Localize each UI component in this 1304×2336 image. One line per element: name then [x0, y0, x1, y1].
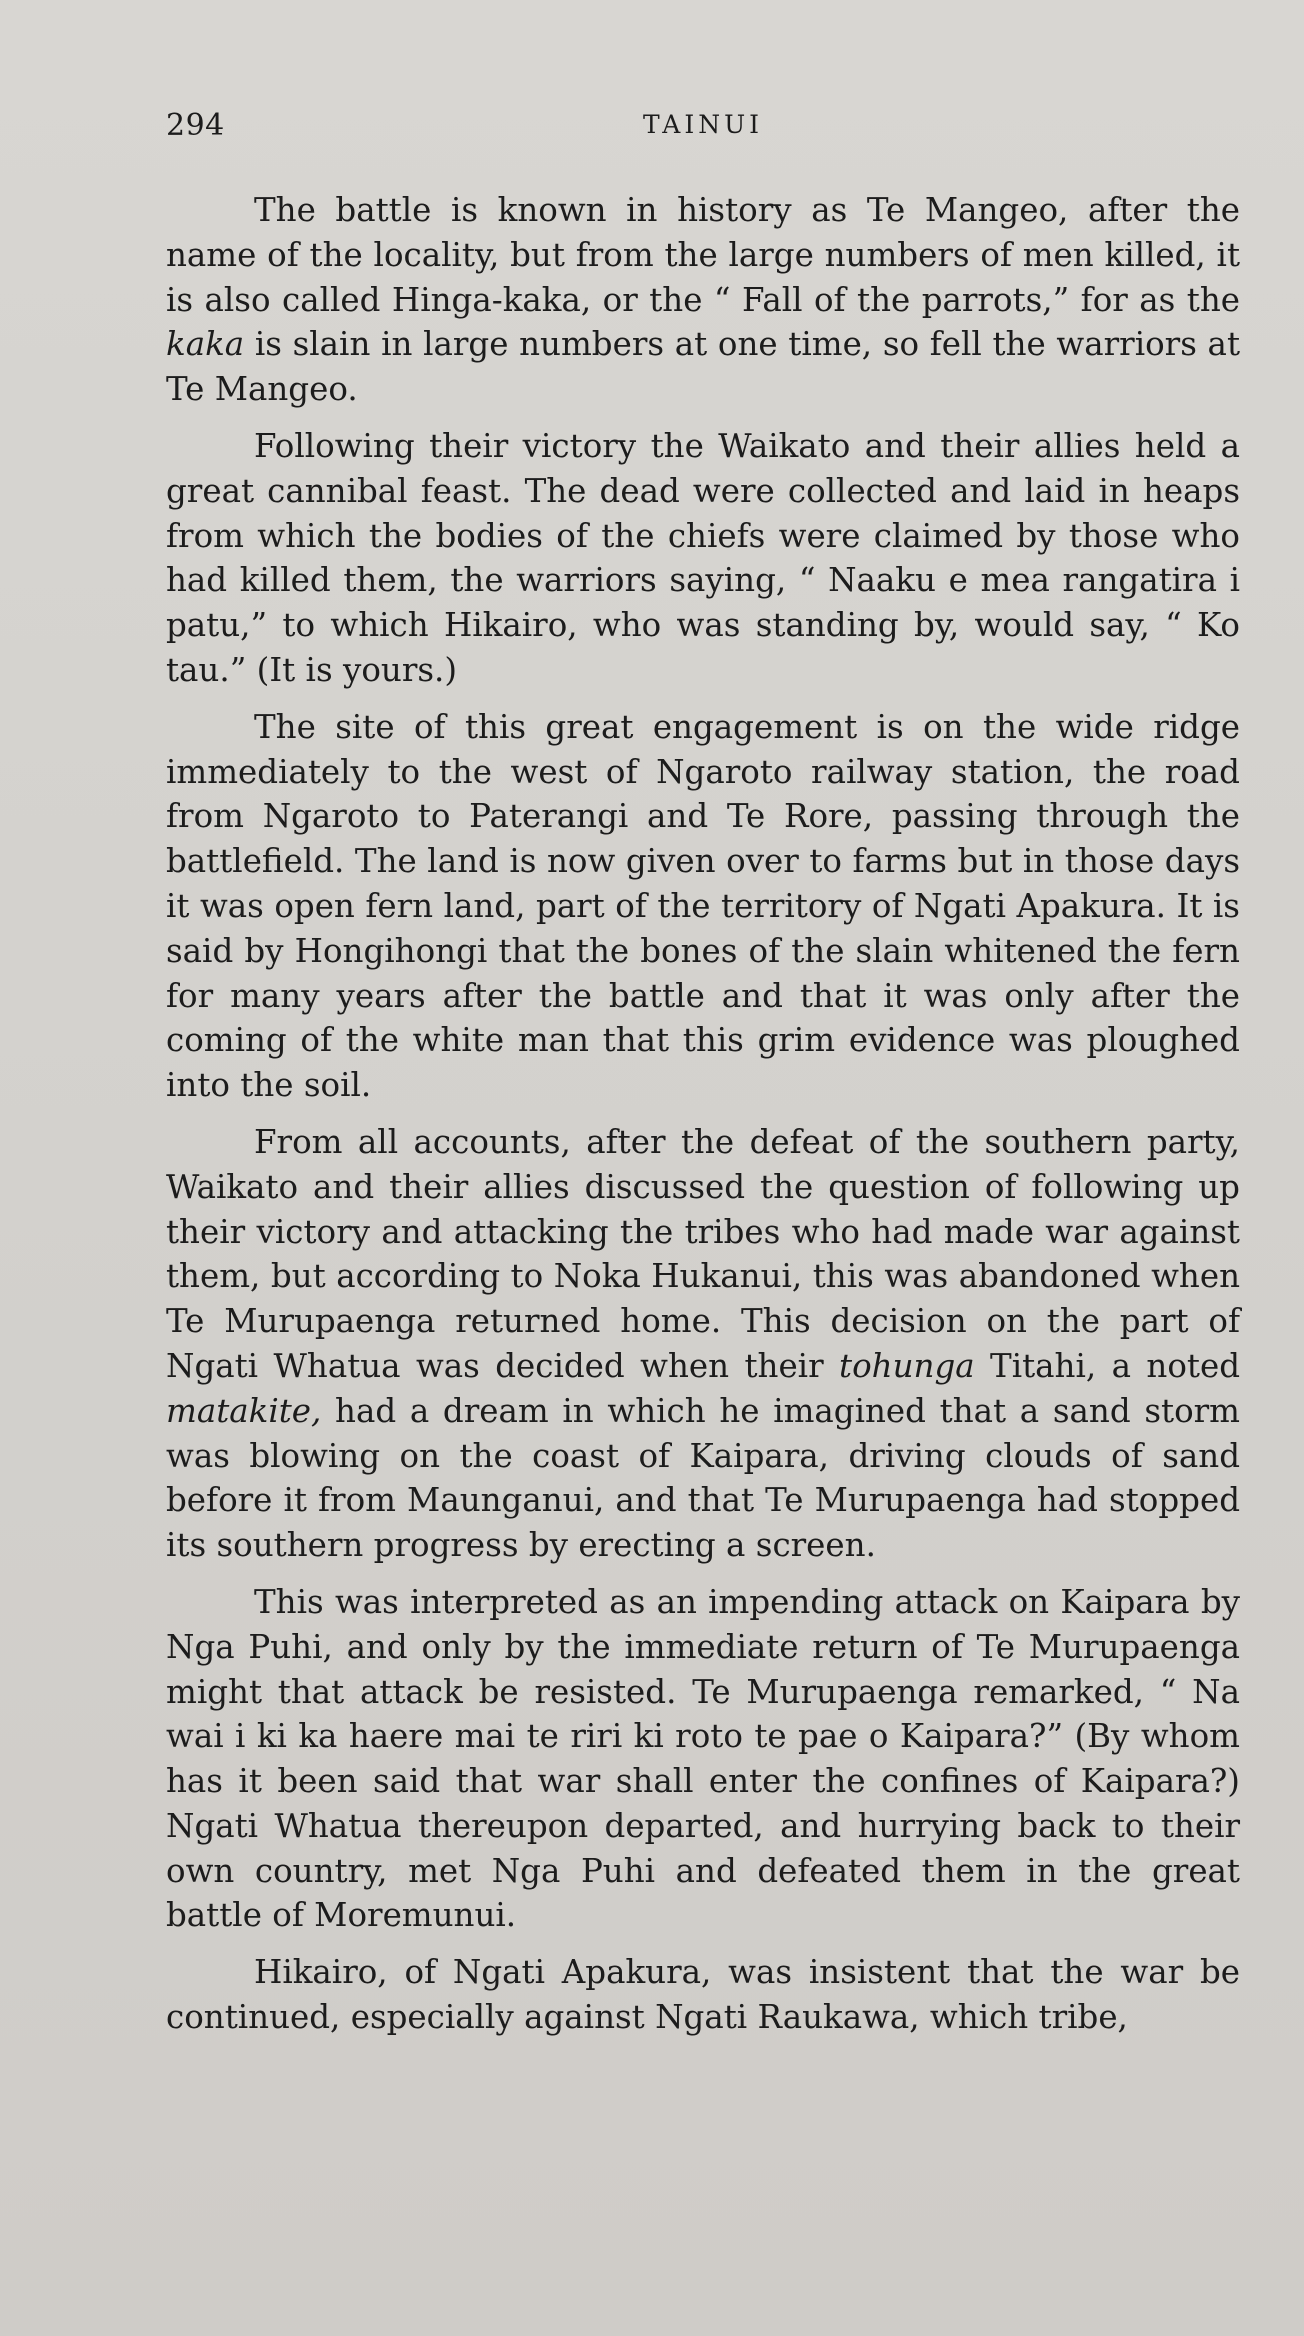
body-text — [166, 188, 1240, 2052]
italic-term: tohunga — [839, 1346, 975, 1385]
text-run: This was interpreted as an impending attack on Kaipara by Nga Puhi, and only by the immediate return of Te Murupaenga might that attack be resisted. Te Murupaenga remarked, “ Na wai i ki ka haere mai te riri ki roto te pae o Kaipara?” (By whom has it been said that war shall enter the confines of Kaipara?) Ngati Whatua thereupon departed, and hurrying back to their own country, met Nga Puhi and defeated them in the great battle of Moremunui. — [166, 1582, 1240, 1935]
text-run: From all accounts, after the defeat of the southern party, Waikato and their allies discussed the question of following up their victory and attacking the tribes who had made war against them, but according to Noka Hukanui, this was abandoned when Te Murupaenga returned home. This decision on the part of Ngati Whatua was decided when their — [166, 1122, 1240, 1385]
text-run: Following their victory the Waikato and their allies held a great cannibal feast. The dead were collected and laid in heaps from which the bodies of the chiefs were claimed by those who had killed them, the warriors saying, “ Naaku e mea rangatira i patu,” to which Hikairo, who was standing by, would say, “ Ko tau.” (It is yours.) — [166, 426, 1240, 689]
page-number: 294 — [166, 108, 225, 143]
paragraph — [166, 1120, 1240, 1568]
paragraph — [166, 1580, 1240, 1938]
text-run: had a dream in which he imagined that a sand storm was blowing on the coast of Kaipara, driving clouds of sand before it from Maunganui, and that Te Murupaenga had stopped its southern progress by erecting a screen. — [166, 1391, 1240, 1565]
paragraph — [166, 705, 1240, 1108]
text-run: is slain in large numbers at one time, so fell the warriors at Te Mangeo. — [166, 325, 1240, 409]
text-run: Hikairo, of Ngati Apakura, was insistent that the war be continued, especially against Ngati Raukawa, which tribe, — [166, 1953, 1240, 2037]
paragraph — [166, 1950, 1240, 2040]
paragraph — [166, 188, 1240, 412]
text-run: Titahi, a noted — [974, 1346, 1240, 1385]
italic-term: matakite, — [166, 1391, 322, 1430]
running-head: TAINUI — [642, 110, 764, 139]
text-run: The battle is known in history as Te Mangeo, after the name of the locality, but from the large numbers of men killed, it is also called Hinga-kaka, or the “ Fall of the parrots,” for as the — [166, 191, 1240, 319]
page-header — [166, 108, 1240, 148]
text-run: The site of this great engagement is on the wide ridge immediately to the west of Ngaroto railway station, the road from Ngaroto to Paterangi and Te Rore, passing through the battlefield. The land is now given over to farms but in those days it was open fern land, part of the territory of Ngati Apakura. It is said by Hongihongi that the bones of the slain whitened the fern for many years after the battle and that it was only after the coming of the white man that this grim evidence was ploughed into the soil. — [166, 707, 1240, 1105]
paragraph — [166, 424, 1240, 693]
italic-term: kaka — [166, 325, 245, 364]
